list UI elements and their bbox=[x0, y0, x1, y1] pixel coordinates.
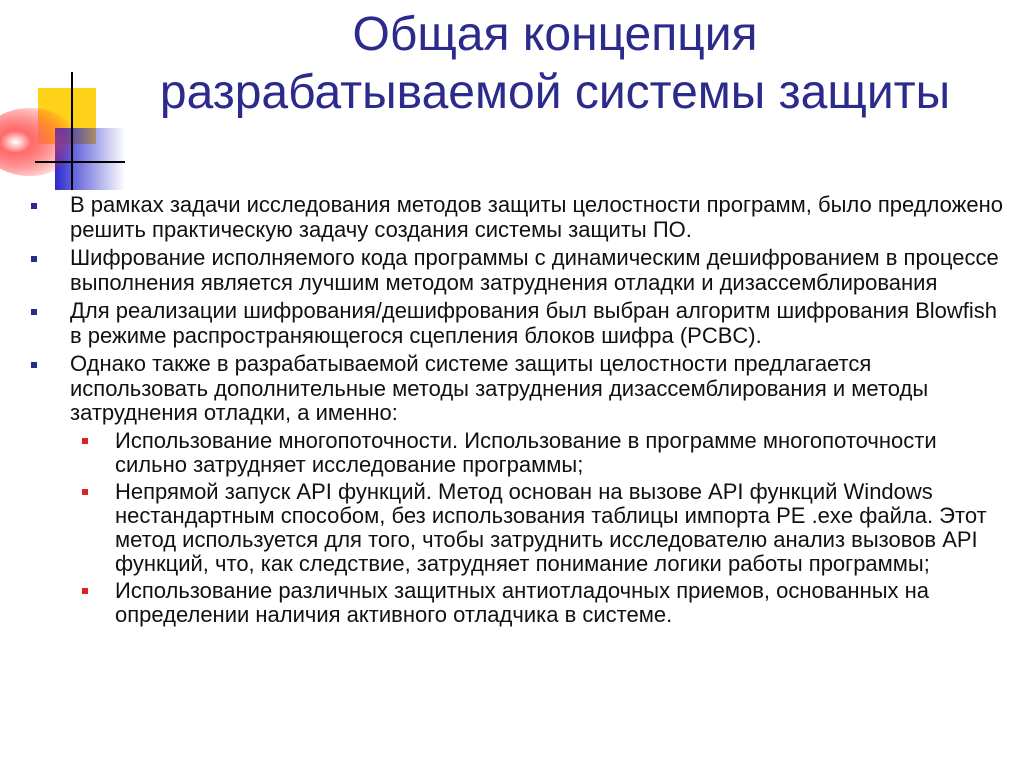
title-line-2: разрабатываемой системы защиты bbox=[159, 66, 951, 119]
bullet-text: В рамках задачи исследования методов защиты целостности программ, было предложено решить практическую задачу создания системы защиты ПО. bbox=[70, 192, 1003, 242]
sub-bullet-text: Непрямой запуск API функций. Метод основан на вызове API функций Windows нестандартным способом, без использования таблицы импорта PE .exe файла. Этот метод используется для того, чтобы затруднить исследователю анализ вызовов API функций, что, как следствие, затрудняет понимание логики работы программы; bbox=[115, 478, 987, 576]
sub-bullet-text: Использование различных защитных антиотладочных приемов, основанных на определении наличия активного отладчика в системе. bbox=[115, 577, 930, 627]
sub-bullet-list bbox=[70, 429, 1010, 627]
list-item bbox=[30, 246, 1010, 295]
red-square-bullet-icon bbox=[82, 489, 88, 495]
list-item bbox=[30, 352, 1010, 627]
bullet-list bbox=[30, 193, 1010, 627]
sub-list-item bbox=[70, 579, 1010, 627]
square-bullet-icon bbox=[31, 256, 37, 262]
title-line-1: Общая концепция bbox=[352, 8, 758, 61]
slide-title bbox=[95, 6, 1015, 122]
sub-list-item bbox=[70, 480, 1010, 576]
square-bullet-icon bbox=[31, 309, 37, 315]
list-item bbox=[30, 193, 1010, 242]
red-square-bullet-icon bbox=[82, 588, 88, 594]
sub-list-item bbox=[70, 429, 1010, 477]
bullet-text: Шифрование исполняемого кода программы с динамическим дешифрованием в процессе выполнения является лучшим методом затруднения отладки и дизассемблирования bbox=[70, 245, 999, 295]
square-bullet-icon bbox=[31, 362, 37, 368]
sub-bullet-text: Использование многопоточности. Использование в программе многопоточности сильно затрудняет исследование программы; bbox=[115, 427, 937, 477]
slide-content bbox=[30, 193, 1010, 631]
square-bullet-icon bbox=[31, 203, 37, 209]
list-item bbox=[30, 299, 1010, 348]
bullet-text: Однако также в разрабатываемой системе защиты целостности предлагается использовать дополнительные методы затруднения дизассемблирования и методы затруднения отладки, а именно: bbox=[70, 351, 929, 425]
red-square-bullet-icon bbox=[82, 438, 88, 444]
bullet-text: Для реализации шифрования/дешифрования был выбран алгоритм шифрования Blowfish в режиме распространяющегося сцепления блоков шифра (PCBC). bbox=[70, 298, 998, 348]
